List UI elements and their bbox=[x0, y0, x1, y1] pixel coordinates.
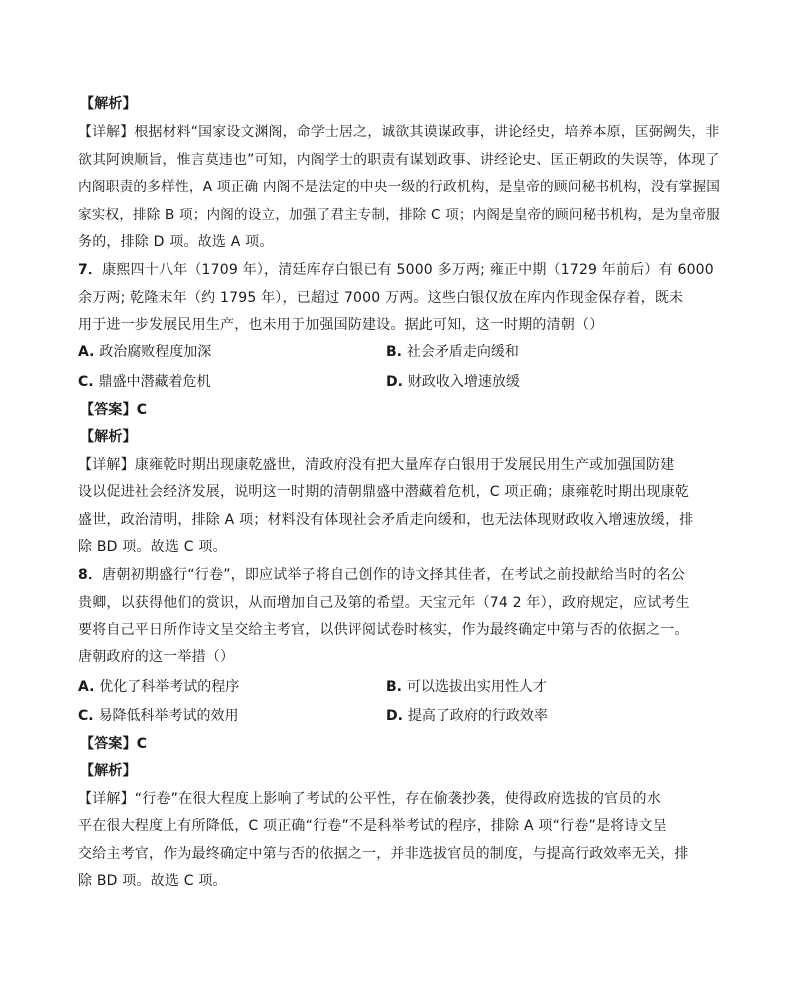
q7-stem-line-3: 用于进一步发展民用生产，也未用于加强国防建设。据此可知，这一时期的清朝（） bbox=[78, 317, 604, 333]
q7-analysis-line-4: 除 BD 项。故选 C 项。 bbox=[78, 539, 227, 555]
q7-answer: 【答案】C bbox=[80, 402, 148, 418]
q6-analysis-line-4: 家实权，排除 B 项；内阁的设立，加强了君主专制，排除 C 项；内阁是皇帝的顾问秘书机构，是为皇帝服 bbox=[78, 207, 721, 223]
q6-analysis-line-3: 内阁职责的多样性，A 项正确 内阁不是法定的中央一级的行政机构，是皇帝的顾问秘书机构，没有掌握国 bbox=[78, 179, 721, 195]
q8-analysis-line-4: 除 BD 项。故选 C 项。 bbox=[78, 873, 227, 889]
q8-option-c: C. 易降低科举考试的效用 bbox=[78, 708, 239, 724]
q8-option-a: A. 优化了科举考试的程序 bbox=[78, 679, 240, 695]
q6-analysis-line-1: 【详解】根据材料“国家设文渊阁，命学士居之，诚欲其谟谋政事，讲论经史，培养本原，匡弼阙失，非 bbox=[78, 124, 720, 140]
q7-option-d: D. 财政收入增速放缓 bbox=[386, 374, 520, 390]
q7-analysis-line-1: 【详解】康雍乾时期出现康乾盛世，清政府没有把大量库存白银用于发展民用生产或加强国防建 bbox=[78, 457, 675, 473]
q7-analysis-line-2: 设以促进社会经济发展，说明这一时期的清朝鼎盛中潜藏着危机，C 项正确；康雍乾时期出现康乾 bbox=[78, 484, 690, 500]
q8-number: 8． bbox=[78, 567, 103, 583]
q8-stem-line-4: 唐朝政府的这一举措（） bbox=[78, 649, 235, 665]
q8-stem-line-2: 贵卿，以获得他们的赏识，从而增加自己及第的希望。天宝元年（74 2 年），政府规定，应试考生 bbox=[78, 595, 690, 611]
q7-option-b: B. 社会矛盾走向缓和 bbox=[386, 344, 519, 360]
q7-analysis-line-3: 盛世，政治清明，排除 A 项；材料没有体现社会矛盾走向缓和，也无法体现财政收入增速放缓，排 bbox=[78, 512, 694, 528]
q7-stem-text-1: 康熙四十八年（1709 年），清廷库存白银已有 5000 多万两; 雍正中期（1729 年前后）有 6000 bbox=[102, 262, 714, 278]
q8-option-b: B. 可以选拔出实用性人才 bbox=[386, 679, 547, 695]
q6-analysis-line-5: 务的，排除 D 项。故选 A 项。 bbox=[78, 234, 274, 250]
q8-analysis-line-1: 【详解】“行卷”在很大程度上影响了考试的公平性，存在偷袭抄袭，使得政府选拔的官员的水 bbox=[78, 791, 661, 807]
q7-number: 7． bbox=[78, 262, 103, 278]
q8-analysis-line-3: 交给主考官，作为最终确定中第与否的依据之一，并非选拔官员的制度，与提高行政效率无关，排 bbox=[78, 846, 689, 862]
q7-option-c: C. 鼎盛中潜藏着危机 bbox=[78, 374, 211, 390]
q8-stem-line-3: 要将自己平日所作诗文呈交给主考官，以供评阅试卷时核实，作为最终确定中第与否的依据之一。 bbox=[78, 622, 689, 638]
q7-stem-line-1 bbox=[78, 260, 714, 280]
q7-stem-line-2: 余万两; 乾隆末年（约 1795 年），已超过 7000 万两。这些白银仅放在库内作现金保存着，既未 bbox=[78, 290, 684, 306]
q8-analysis-line-2: 平在很大程度上有所降低，C 项正确“行卷”不是科举考试的程序，排除 A 项“行卷”是将诗文呈 bbox=[78, 818, 667, 834]
q7-option-a: A. 政治腐败程度加深 bbox=[78, 344, 212, 360]
q8-option-d: D. 提高了政府的行政效率 bbox=[386, 708, 548, 724]
q6-analysis-label: 【解析】 bbox=[80, 96, 137, 112]
q8-stem-text-1: 唐朝初期盛行“行卷”，即应试举子将自己创作的诗文择其佳者，在考试之前投献给当时的名公 bbox=[102, 567, 686, 583]
q8-stem-line-1 bbox=[78, 565, 685, 585]
q8-answer: 【答案】C bbox=[80, 736, 148, 752]
q6-analysis-line-2: 欲其阿谀顺旨，惟言莫违也”可知，内阁学士的职责有谋划政事、讲经论史、匡正朝政的失误等，体现了 bbox=[78, 152, 720, 168]
q7-analysis-label: 【解析】 bbox=[80, 429, 137, 445]
q8-analysis-label: 【解析】 bbox=[80, 763, 137, 779]
